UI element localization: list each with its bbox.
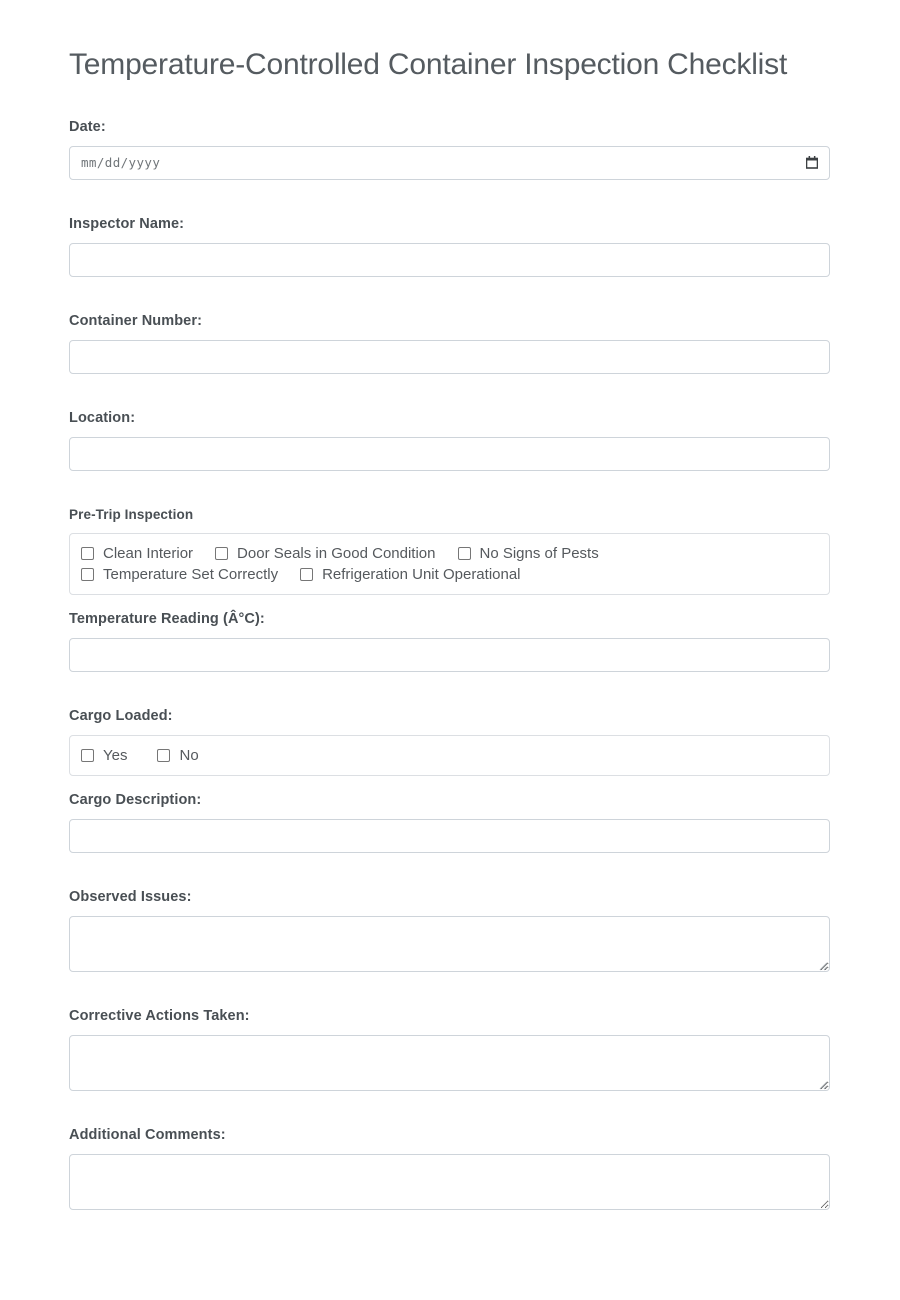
spacer (69, 1113, 830, 1127)
field-location (69, 410, 830, 471)
field-additional-comments (69, 1127, 830, 1210)
page-title: Temperature-Controlled Container Inspection Checklist (69, 48, 788, 81)
date-label: Date: (69, 118, 106, 135)
cargo-description-label: Cargo Description: (69, 791, 202, 808)
pre-trip-inspection-group (69, 533, 830, 595)
cargo-loaded-group (69, 735, 830, 776)
checkbox-clean-interior[interactable] (81, 547, 94, 560)
spacer (69, 299, 830, 313)
cargo-loaded-row (81, 745, 817, 766)
checkbox-no-pests[interactable] (458, 547, 471, 560)
cargo-loaded-label: Cargo Loaded: (69, 707, 173, 724)
observed-issues-textarea[interactable] (69, 916, 830, 972)
corrective-actions-textarea[interactable] (69, 1035, 830, 1091)
checkbox-label: Refrigeration Unit Operational (322, 565, 521, 583)
checkbox-cargo-no[interactable] (157, 749, 170, 762)
location-label: Location: (69, 409, 136, 426)
checkbox-label: Clean Interior (103, 544, 194, 562)
checkbox-item-cargo-yes[interactable] (81, 745, 127, 766)
inspector-name-label: Inspector Name: (69, 215, 185, 232)
checkbox-label: Temperature Set Correctly (103, 565, 279, 583)
container-number-label: Container Number: (69, 312, 203, 329)
checkbox-item-clean-interior[interactable] (81, 543, 193, 564)
checkbox-label: Door Seals in Good Condition (237, 544, 436, 562)
pre-trip-row-1 (81, 543, 817, 564)
field-observed-issues (69, 889, 830, 972)
checkbox-item-cargo-no[interactable] (157, 745, 198, 766)
date-placeholder-text: mm/dd/yyyy (81, 155, 161, 170)
pre-trip-inspection-legend: Pre-Trip Inspection (69, 506, 194, 522)
date-input-row (69, 146, 830, 180)
checkbox-item-temperature-set[interactable] (81, 564, 278, 585)
temperature-reading-input[interactable] (69, 638, 830, 672)
corrective-actions-label: Corrective Actions Taken: (69, 1007, 250, 1024)
checkbox-door-seals[interactable] (215, 547, 228, 560)
pre-trip-row-2 (81, 564, 817, 585)
checkbox-refrigeration-unit[interactable] (300, 568, 313, 581)
field-corrective-actions (69, 1008, 830, 1091)
location-input[interactable] (69, 437, 830, 471)
checkbox-item-refrigeration-unit[interactable] (300, 564, 520, 585)
checkbox-label: No (179, 746, 199, 764)
additional-comments-label: Additional Comments: (69, 1126, 226, 1143)
date-input[interactable] (69, 146, 830, 180)
spacer (69, 396, 830, 410)
checkbox-item-no-pests[interactable] (458, 543, 599, 564)
field-temperature-reading (69, 611, 830, 672)
cargo-description-input[interactable] (69, 819, 830, 853)
checkbox-label: Yes (103, 746, 128, 764)
additional-comments-textarea[interactable] (69, 1154, 830, 1210)
field-cargo-description (69, 792, 830, 853)
spacer (69, 202, 830, 216)
additional-comments-wrap (69, 1154, 830, 1210)
spacer (69, 994, 830, 1008)
inspector-name-input[interactable] (69, 243, 830, 277)
spacer (69, 694, 830, 708)
corrective-actions-wrap (69, 1035, 830, 1091)
field-container-number (69, 313, 830, 374)
checkbox-temperature-set[interactable] (81, 568, 94, 581)
checkbox-item-door-seals[interactable] (215, 543, 435, 564)
field-inspector-name (69, 216, 830, 277)
field-cargo-loaded (69, 708, 830, 776)
spacer (69, 875, 830, 889)
container-number-input[interactable] (69, 340, 830, 374)
calendar-icon[interactable] (806, 146, 818, 180)
temperature-reading-label: Temperature Reading (Â°C): (69, 610, 265, 627)
observed-issues-wrap (69, 916, 830, 972)
checkbox-label: No Signs of Pests (479, 544, 599, 562)
field-date (69, 119, 830, 180)
observed-issues-label: Observed Issues: (69, 888, 192, 905)
field-pre-trip-inspection (69, 507, 830, 595)
spacer (69, 493, 830, 507)
checkbox-cargo-yes[interactable] (81, 749, 94, 762)
